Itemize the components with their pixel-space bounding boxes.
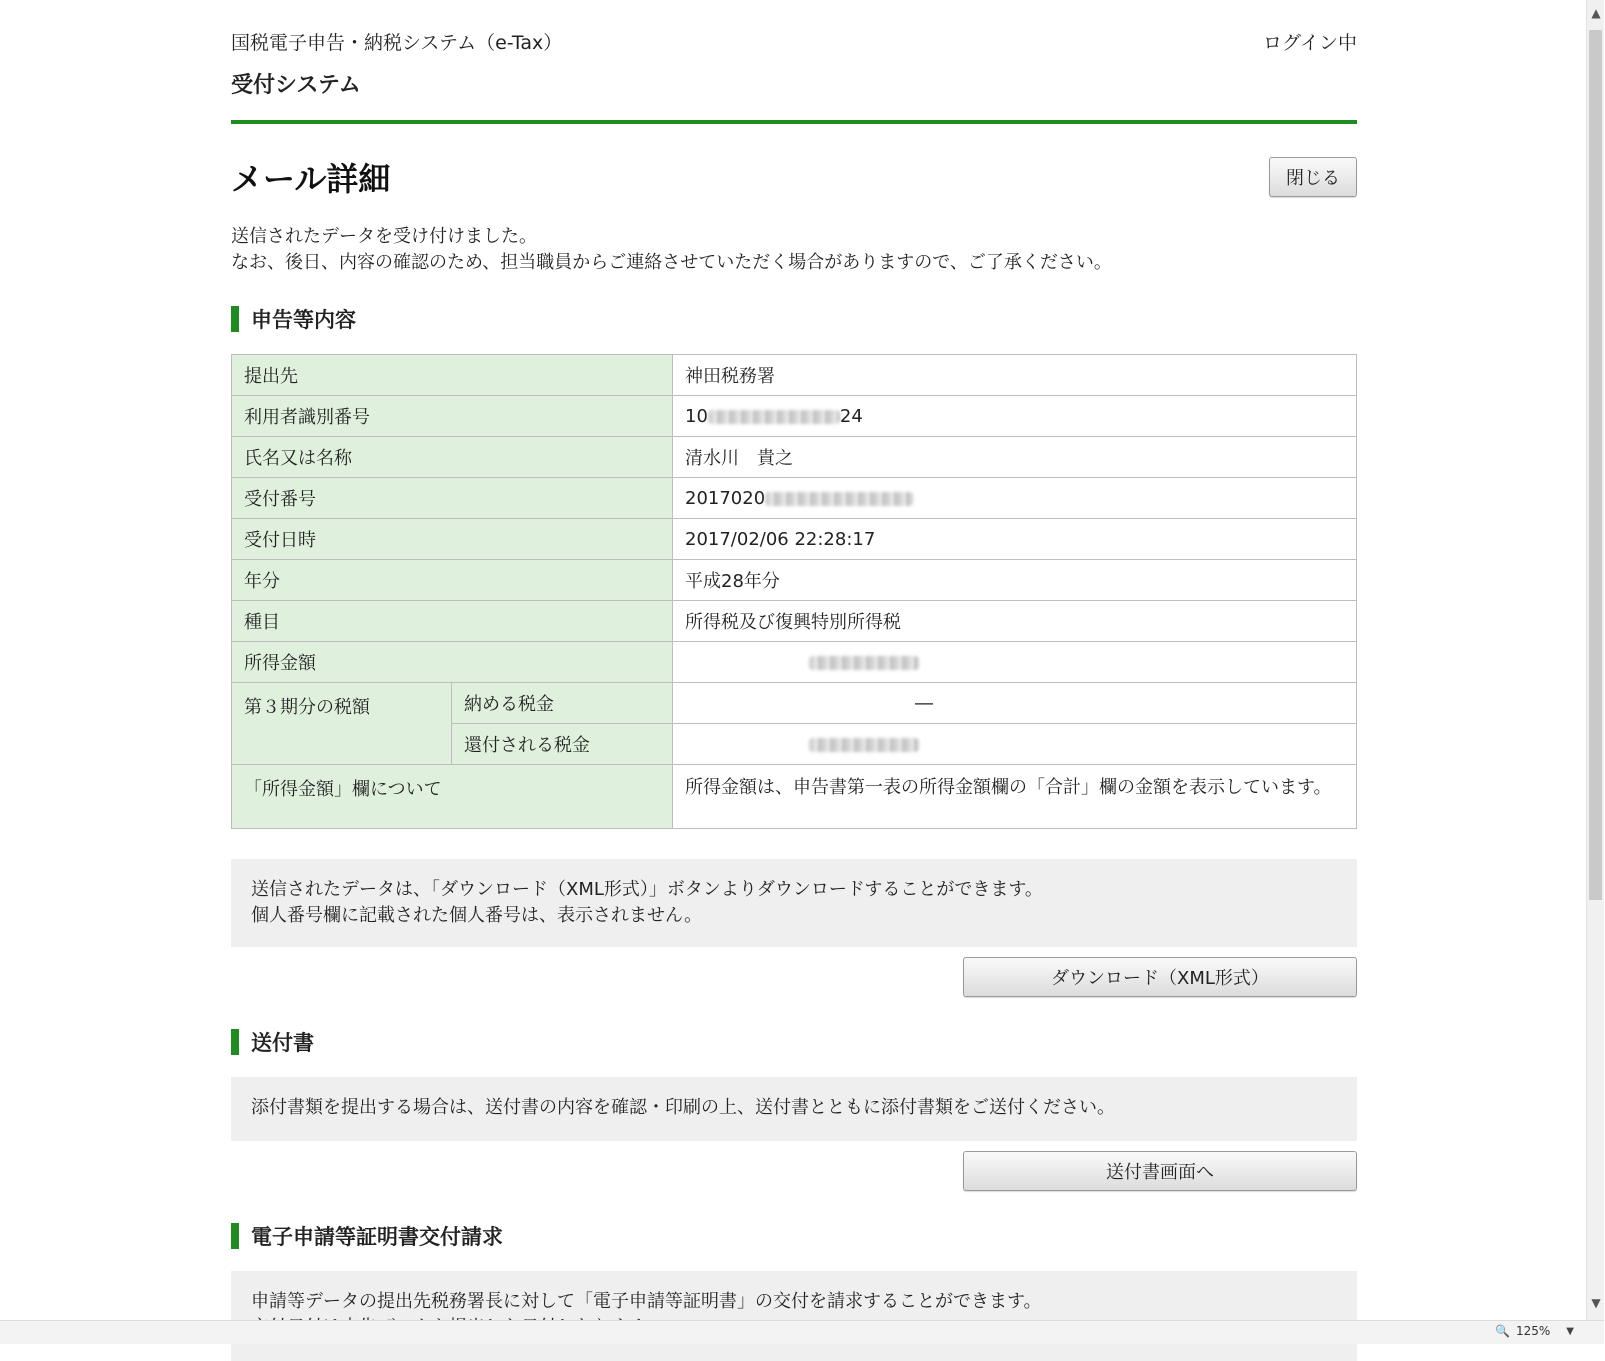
redacted-mask <box>765 492 913 506</box>
user-id-suffix: 24 <box>839 405 863 427</box>
row-label: 種目 <box>232 601 673 642</box>
download-note <box>231 859 1357 947</box>
page-content <box>231 28 1357 1361</box>
cover-letter-heading-text: 送付書 <box>251 1031 314 1055</box>
cover-letter-button[interactable]: 送付書画面へ <box>963 1151 1357 1191</box>
download-note-line-1: 送信されたデータは、「ダウンロード（XML形式）」ボタンよりダウンロードすることができます。 <box>251 879 1043 900</box>
sub-system-name: 受付システム <box>231 73 361 98</box>
certificate-heading-text: 電子申請等証明書交付請求 <box>251 1225 503 1249</box>
table-row <box>232 683 1357 724</box>
table-row <box>232 765 1357 829</box>
zoom-magnifier-icon: 🔍 <box>1495 1324 1510 1338</box>
zoom-level: 125% <box>1515 1324 1551 1338</box>
table-row <box>232 437 1357 478</box>
tax-payable-value <box>673 683 1357 724</box>
row-label: 氏名又は名称 <box>232 437 673 478</box>
submitted-to-value: 神田税務署 <box>673 355 1357 396</box>
scroll-up-arrow-icon[interactable]: ▲ <box>1591 6 1601 20</box>
redacted-mask <box>809 656 919 670</box>
income-note-value: 所得金額は、申告書第一表の所得金額欄の「合計」欄の金額を表示しています。 <box>673 765 1357 829</box>
filing-section-heading <box>231 304 1357 334</box>
tax-refund-value <box>673 724 1357 765</box>
chevron-down-icon[interactable]: ▼ <box>1566 1325 1574 1337</box>
intro-line-1: 送信されたデータを受け付けました。 <box>231 226 537 247</box>
cover-letter-note-text: 添付書類を提出する場合は、送付書の内容を確認・印刷の上、送付書とともに添付書類をご送付ください。 <box>251 1097 1115 1118</box>
header-divider <box>231 120 1357 124</box>
title-row <box>231 154 1357 200</box>
intro-line-2: なお、後日、内容の確認のため、担当職員からご連絡させていただく場合がありますので、ご了承ください。 <box>231 252 1112 273</box>
download-note-line-2: 個人番号欄に記載された個人番号は、表示されません。 <box>251 905 703 926</box>
section-marker <box>231 1223 239 1249</box>
system-name: 国税電子申告・納税システム（e-Tax） <box>231 31 563 54</box>
table-row <box>232 642 1357 683</box>
user-id-value <box>673 396 1357 437</box>
scrollbar-thumb[interactable] <box>1589 30 1602 900</box>
user-id-prefix: 10 <box>685 405 708 427</box>
row-sublabel: 還付される税金 <box>452 724 673 765</box>
certificate-section-heading <box>231 1221 1357 1251</box>
intro-message <box>231 224 1357 276</box>
row-label: 所得金額 <box>232 642 673 683</box>
row-label: 年分 <box>232 560 673 601</box>
row-label: 受付番号 <box>232 478 673 519</box>
table-row <box>232 478 1357 519</box>
cover-letter-section-heading <box>231 1027 1357 1057</box>
table-row <box>232 601 1357 642</box>
receipt-datetime-value: 2017/02/06 22:28:17 <box>673 519 1357 560</box>
certificate-note-line-1: 申請等データの提出先税務署長に対して「電子申請等証明書」の交付を請求することができます。 <box>251 1291 1042 1312</box>
year-value: 平成28年分 <box>673 560 1357 601</box>
row-label: 受付日時 <box>232 519 673 560</box>
table-row <box>232 519 1357 560</box>
filing-details-table <box>231 354 1357 829</box>
receipt-no-value <box>673 478 1357 519</box>
section-marker <box>231 1029 239 1055</box>
download-button-row <box>231 957 1357 997</box>
receipt-no-prefix: 2017020 <box>685 487 766 509</box>
section-marker <box>231 306 239 332</box>
page-title: メール詳細 <box>231 160 391 198</box>
cover-letter-note <box>231 1077 1357 1141</box>
row-label: 第３期分の税額 <box>232 683 452 765</box>
table-row <box>232 396 1357 437</box>
close-button[interactable]: 閉じる <box>1269 157 1357 197</box>
row-label: 「所得金額」欄について <box>232 765 673 829</box>
zoom-control[interactable] <box>1495 1324 1574 1338</box>
row-sublabel: 納める税金 <box>452 683 673 724</box>
scroll-down-arrow-icon[interactable]: ▼ <box>1591 1296 1601 1310</box>
redacted-mask <box>708 410 840 424</box>
browser-status-bar <box>0 1320 1604 1344</box>
row-label: 提出先 <box>232 355 673 396</box>
cover-letter-button-row <box>231 1151 1357 1191</box>
tax-item-value: 所得税及び復興特別所得税 <box>673 601 1357 642</box>
filing-heading-text: 申告等内容 <box>251 308 356 332</box>
redacted-mask <box>809 738 919 752</box>
row-label: 利用者識別番号 <box>232 396 673 437</box>
download-xml-button[interactable]: ダウンロード（XML形式） <box>963 957 1357 997</box>
income-value <box>673 642 1357 683</box>
tax-payable-dash: ― <box>915 692 933 714</box>
certificate-note <box>231 1271 1357 1361</box>
name-value: 清水川 貴之 <box>673 437 1357 478</box>
login-status: ログイン中 <box>1262 31 1357 54</box>
vertical-scrollbar[interactable] <box>1586 0 1604 1320</box>
header-top <box>231 28 1357 54</box>
table-row <box>232 355 1357 396</box>
table-row <box>232 560 1357 601</box>
